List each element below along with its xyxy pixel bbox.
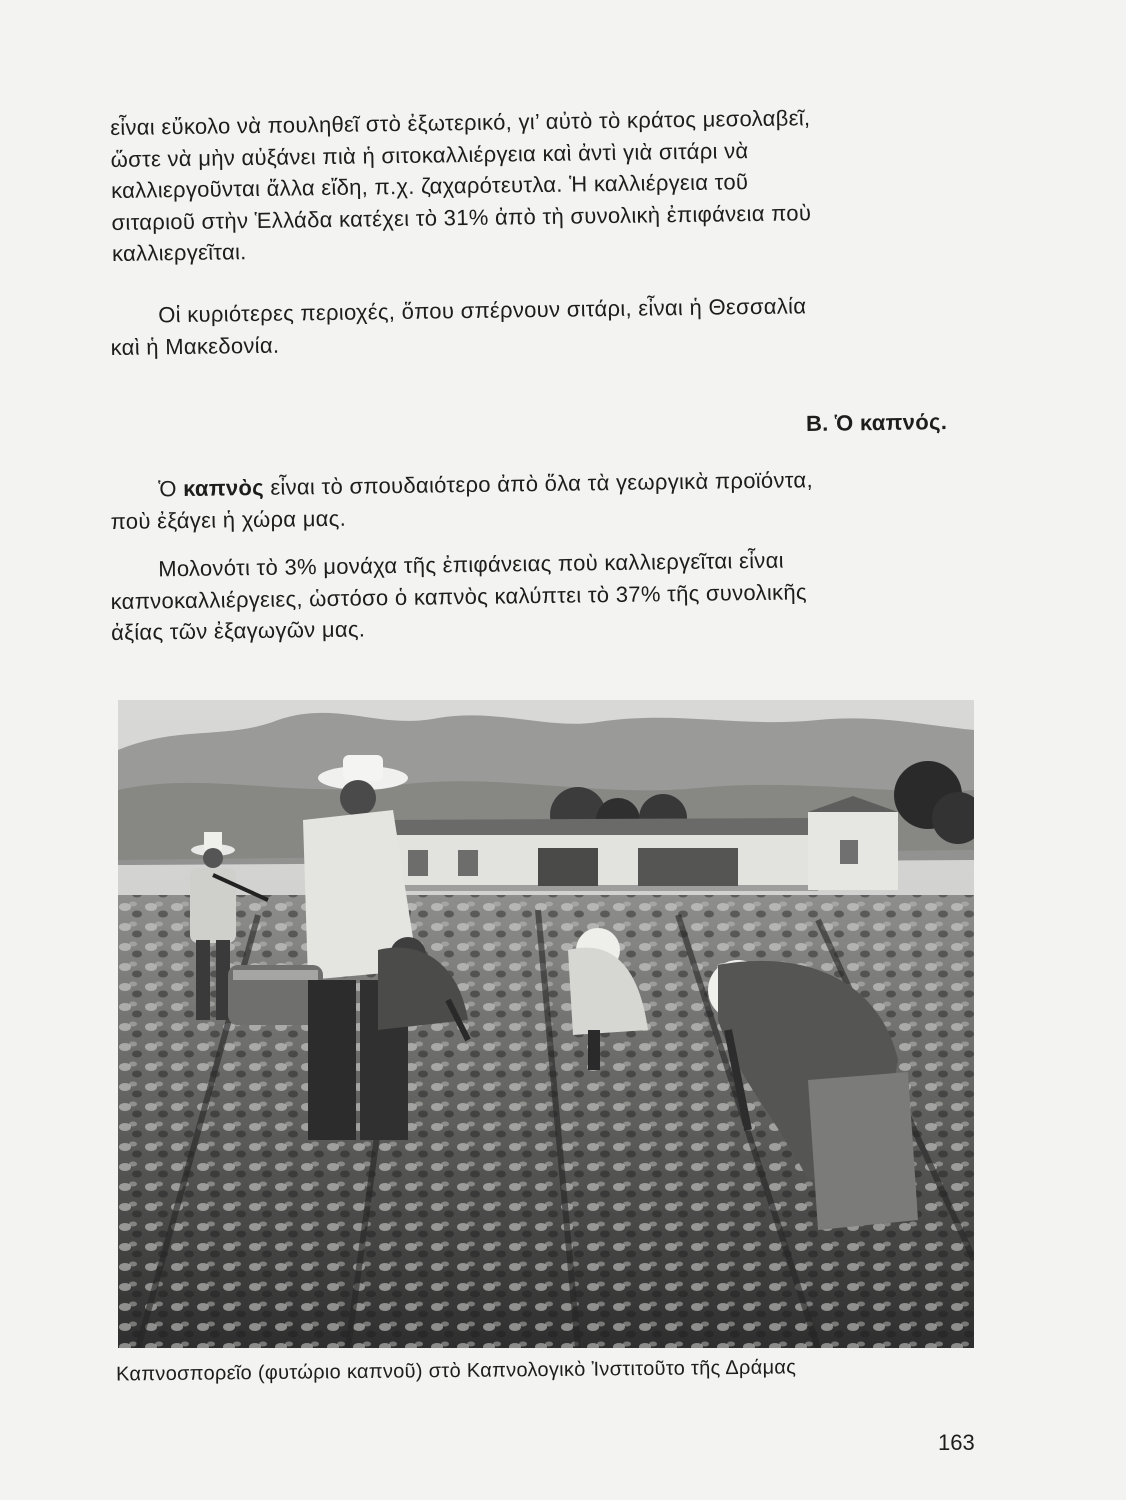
- page-number: 163: [938, 1430, 975, 1455]
- text-line: ἀξίας τῶν ἐξαγωγῶν μας.: [110, 616, 366, 645]
- paragraph-tobacco-exports: [110, 542, 961, 648]
- text-line: καλλιεργεῖται.: [111, 239, 247, 266]
- text-line: Μολονότι τὸ 3% μονάχα τῆς ἐπιφάνειας ποὺ καλλιεργεῖται εἶναι: [158, 547, 784, 582]
- section-heading-tobacco: Β. Ὁ καπνός.: [805, 409, 948, 436]
- text-line: Οἱ κυριότερες περιοχές, ὅπου σπέρνουν σιτάρι, εἶναι ἡ Θεσσαλία: [158, 293, 807, 328]
- bold-term-tobacco: καπνὸς: [182, 474, 265, 501]
- text-line: ποὺ ἐξάγει ἡ χώρα μας.: [110, 505, 347, 534]
- text-line: ὥστε νὰ μὴν αὐξάνει πιὰ ἡ σιτοκαλλιέργεια καὶ ἀντὶ γιὰ σιτάρι νὰ: [110, 137, 749, 172]
- text-fragment: Ὁ: [158, 475, 184, 502]
- text-line: καὶ ἡ Μακεδονία.: [110, 332, 280, 360]
- text-fragment: εἶναι τὸ σπουδαιότερο ἀπὸ ὅλα τὰ γεωργικὰ προϊόντα,: [263, 467, 814, 500]
- text-line: καλλιεργοῦνται ἄλλα εἴδη, π.χ. ζαχαρότευτλα. Ἡ καλλιέργεια τοῦ: [110, 169, 749, 203]
- photo-illustration: [118, 700, 974, 1348]
- text-line: σιταριοῦ στὴν Ἑλλάδα κατέχει τὸ 31% ἀπὸ τὴ συνολικὴ ἐπιφάνεια ποὺ: [111, 199, 812, 235]
- paragraph-tobacco-intro: [110, 462, 961, 537]
- photo-caption: Καπνοσπορεῖο (φυτώριο καπνοῦ) στὸ Καπνολογικὸ Ἰνστιτοῦτο τῆς Δράμας: [115, 1356, 797, 1386]
- text-line: καπνοκαλλιέργειες, ὡστόσο ὁ καπνὸς καλύπτει τὸ 37% τῆς συνολικῆς: [110, 578, 807, 614]
- paragraph-wheat-continued: [110, 100, 962, 269]
- photo-tobacco-nursery: [118, 700, 974, 1348]
- text-line: εἶναι εὔκολο νὰ πουληθεῖ στὸ ἐξωτερικό, γι’ αὐτὸ τὸ κράτος μεσολαβεῖ,: [110, 105, 811, 140]
- paragraph-wheat-regions: [110, 288, 961, 363]
